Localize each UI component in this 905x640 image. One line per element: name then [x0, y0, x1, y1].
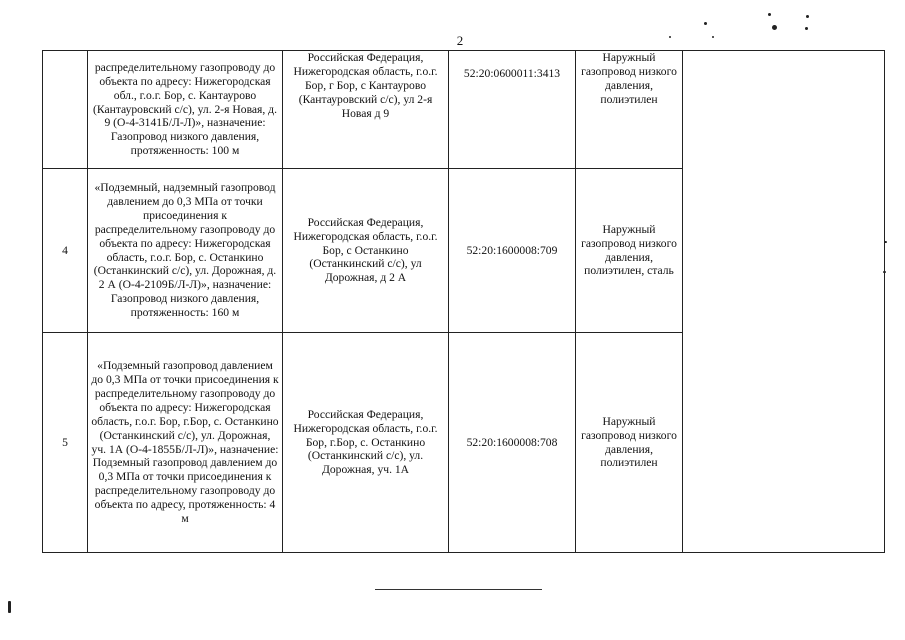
object-type-cell: Наружный газопровод низкого давления, полиэтилен, сталь [576, 169, 683, 333]
address-cell: Российская Федерация, Нижегородская область, г.о.г. Бор, с Останкино (Останкинский с/с), ул Дорожная, д 2 А [283, 169, 449, 333]
scan-speck [805, 27, 808, 30]
scan-speck [712, 36, 714, 38]
object-type-cell: Наружный газопровод низкого давления, полиэтилен [576, 333, 683, 553]
row-number-cell: 4 [43, 169, 88, 333]
cadastral-number-cell: 52:20:0600011:3413 [449, 51, 576, 169]
footer-rule [375, 589, 542, 590]
object-description-cell: «Подземный, надземный газопровод давлением до 0,3 МПа от точки присоединения к распределительному газопроводу до объекта по адресу: Нижегородская область, г.о.г. Бор, с. Останкино (Останкинский с/с), ул. Дорожная, д. 2 А (О-4-2109Б/Л-Л)», назначение: Газопровод низкого давления, протяженность: 160 м [88, 169, 283, 333]
address-cell: Российская Федерация, Нижегородская область, г.о.г. Бор, г.Бор, с. Останкино (Останкинский с/с), ул. Дорожная, уч. 1А [283, 333, 449, 553]
empty-column-cell [683, 51, 885, 553]
row-number-cell: 5 [43, 333, 88, 553]
page-number: 2 [456, 33, 464, 48]
scan-speck [669, 36, 671, 38]
scan-speck [768, 13, 771, 16]
object-description-cell: «Подземный газопровод давлением до 0,3 МПа от точки присоединения к распределительному газопроводу до объекта по адресу: Нижегородская область, г.о.г. Бор, г.Бор, с. Останкино (Останкинский с/с), ул. Дорожная, уч. 1А (О-4-1855Б/Л-Л)», назначение: Подземный газопровод давлением до 0,3 МПа от точки присоединения к распределительному газопроводу до объекта по адресу, протяженность: 4 м [88, 333, 283, 553]
scan-speck [8, 601, 11, 613]
scan-speck [704, 22, 707, 25]
object-type-cell: Наружный газопровод низкого давления, полиэтилен [576, 51, 683, 169]
scan-speck [806, 15, 809, 18]
address-cell: Российская Федерация, Нижегородская область, г.о.г. Бор, г Бор, с Кантаурово (Кантауровский с/с), ул 2-я Новая д 9 [283, 51, 449, 169]
scan-speck [884, 241, 887, 243]
cadastral-number-cell: 52:20:1600008:708 [449, 333, 576, 553]
object-description-cell: распределительному газопроводу до объекта по адресу: Нижегородская обл., г.о.г. Бор, с. Кантаурово (Кантауровский с/с), ул. 2-я Новая, д. 9 (О-4-3141Б/Л-Л)», назначение: Газопровод низкого давления, протяженность: 100 м [88, 51, 283, 169]
scan-speck [883, 271, 886, 273]
scan-speck [772, 25, 777, 30]
row-number-cell [43, 51, 88, 169]
cadastral-number-cell: 52:20:1600008:709 [449, 169, 576, 333]
property-table [42, 50, 885, 553]
table-row [43, 51, 885, 169]
